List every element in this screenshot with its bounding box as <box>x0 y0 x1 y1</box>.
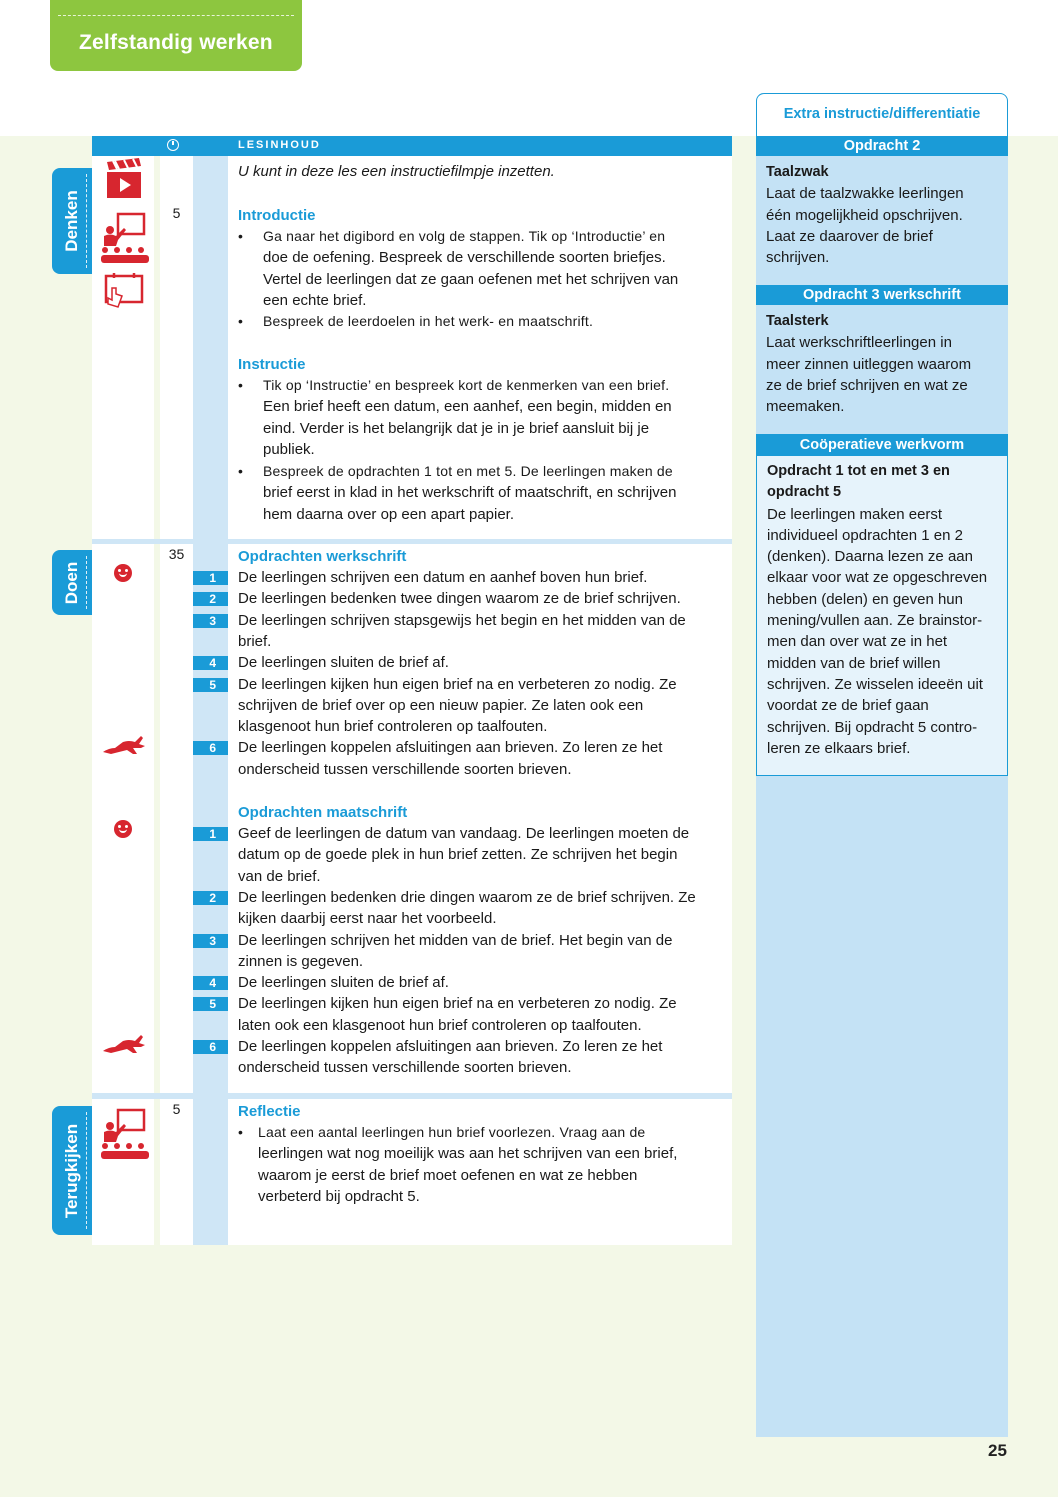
teacher-board-icon <box>100 1108 150 1160</box>
assignment-number: 1 <box>193 571 228 585</box>
assignment-text: De leerlingen sluiten de brief af. <box>238 974 449 992</box>
panel-block-cooperatief: Opdracht 1 tot en met 3 en opdracht 5 De leerlingen maken eerst individueel opdrachten 1 en 2 (denken). Daarna lezen ze aan elkaar voor wat ze opgeschreven hebben (delen) en geven hun mening/vullen aan. Ze brainstor- men dan over wat ze in het midden van de brief willen schrijven. Ze wisselen ideeën uit voordat ze de brief gaan schrijven. Bij opdracht 5 contro- leren ze elkaars brief. <box>767 463 988 757</box>
assignment-number: 4 <box>193 656 228 670</box>
time-doen: 35 <box>168 546 185 562</box>
running-hare-icon <box>101 1033 147 1055</box>
panel-head-opdracht-2: Opdracht 2 <box>756 136 1008 156</box>
digiboard-touch-icon <box>102 272 146 308</box>
time-terugkijken: 5 <box>172 1101 181 1117</box>
assignment-text: De leerlingen koppelen afsluitingen aan brieven. Zo leren ze het onderscheid tussen verschillende soorten brieven. <box>238 739 663 778</box>
maatschrift-heading: Opdrachten maatschrift <box>238 804 408 821</box>
smiley-icon <box>114 564 132 582</box>
assignment-text: De leerlingen kijken hun eigen brief na en verbeteren zo nodig. Ze schrijven de brief over op een nieuw papier. Ze laten ook een klasgenoot hun brief controleren op taalfouten. <box>238 675 677 736</box>
introductie-heading: Introductie <box>238 207 316 224</box>
running-hare-icon <box>101 734 147 756</box>
assignment-number: 3 <box>193 614 228 628</box>
reflectie-bullet: Laat een aantal leerlingen hun brief voorlezen. Vraag aan de leerlingen wat nog moeilijk was aan het schrijven van een brief, waarom je eerst de brief moet oefenen en wat ze hebben verbeterd bij opdracht 5. <box>258 1124 678 1205</box>
assignment-text: De leerlingen schrijven een datum en aanhef boven hun brief. <box>238 569 648 586</box>
column-label: LESINHOUD <box>238 139 321 151</box>
werkschrift-heading: Opdrachten werkschrift <box>238 548 407 565</box>
panel-block-taalzwak: Taalzwak Laat de taalzwakke leerlingen één mogelijkheid opschrijven. Laat ze daarover de brief schrijven. <box>766 164 964 267</box>
section-tab-denken: Denken <box>52 168 92 274</box>
assignment-number: 2 <box>193 891 228 905</box>
icon-column <box>92 544 154 1093</box>
table-header <box>92 136 732 156</box>
chapter-header-tab <box>50 0 302 71</box>
assignment-number: 5 <box>193 997 228 1011</box>
section-divider <box>92 539 732 544</box>
page-background-right <box>1008 136 1058 1497</box>
section-tab-terugkijken: Terugkijken <box>52 1106 92 1235</box>
assignment-number: 1 <box>193 827 228 841</box>
time-column <box>160 1099 193 1245</box>
page-background-bottom <box>756 1437 1008 1497</box>
panel-head-opdracht-3: Opdracht 3 werkschrift <box>756 285 1008 305</box>
assignment-text: De leerlingen schrijven het midden van de brief. Het begin van de zinnen is gegeven. <box>238 931 673 970</box>
assignment-text: De leerlingen schrijven stapsgewijs het begin en het midden van de brief. <box>238 611 686 650</box>
teacher-board-icon <box>100 212 150 264</box>
time-denken: 5 <box>172 205 181 221</box>
section-tab-doen: Doen <box>52 550 92 615</box>
assignment-number: 4 <box>193 976 228 990</box>
intro-note: U kunt in deze les een instructiefilmpje inzetten. <box>238 163 555 180</box>
reflectie-heading: Reflectie <box>238 1103 301 1120</box>
film-clapper-icon <box>105 158 143 200</box>
time-column <box>160 544 193 1093</box>
assignment-number: 6 <box>193 741 228 755</box>
page-number: 25 <box>988 1441 1007 1460</box>
introductie-bullet-1: Ga naar het digibord en volg de stappen. Tik op ‘Introductie’ en doe de oefening. Bespreek de verschillende soorten briefjes. Vertel de leerlingen dat ze gaan oefenen met het schrijven van een echte brief. <box>263 228 679 309</box>
clock-icon <box>167 139 179 151</box>
panel-head-cooperatief: Coöperatieve werkvorm <box>756 434 1008 456</box>
number-column <box>193 156 228 539</box>
assignment-number: 3 <box>193 934 228 948</box>
assignment-text: De leerlingen koppelen afsluitingen aan brieven. Zo leren ze het onderscheid tussen verschillende soorten brieven. <box>238 1038 663 1077</box>
assignment-number: 2 <box>193 592 228 606</box>
assignment-text: De leerlingen sluiten de brief af. <box>238 654 449 672</box>
assignment-text: Geef de leerlingen de datum van vandaag. De leerlingen moeten de datum op de goede plek in hun brief zetten. Ze schrijven het begin van de brief. <box>238 825 690 885</box>
assignment-text: De leerlingen bedenken twee dingen waarom ze de brief schrijven. <box>238 590 681 608</box>
instructie-heading: Instructie <box>238 356 306 373</box>
section-divider <box>92 1093 732 1099</box>
instructie-bullet-2: Bespreek de opdrachten 1 tot en met 5. De leerlingen maken de brief eerst in klad in het werkschrift of maatschrift, en schrijven hem daarna over op een apart papier. <box>263 463 677 523</box>
assignment-text: De leerlingen kijken hun eigen brief na en verbeteren zo nodig. Ze laten ook een klasgenoot hun brief controleren op taalfouten. <box>238 995 677 1034</box>
chapter-title: Zelfstandig werken <box>79 31 273 54</box>
smiley-icon <box>114 820 132 838</box>
assignment-number: 6 <box>193 1040 228 1054</box>
assignment-text: De leerlingen bedenken drie dingen waarom ze de brief schrijven. Ze kijken daarbij eerst naar het voorbeeld. <box>238 888 696 928</box>
instructie-bullet-1: Tik op ‘Instructie’ en bespreek kort de kenmerken van een brief. Een brief heeft een datum, een aanhef, een begin, midden en eind. Verder is het belangrijk dat je in je brief aansluit bij je publiek. <box>263 377 672 458</box>
introductie-bullet-2: Bespreek de leerdoelen in het werk- en maatschrift. <box>263 313 594 329</box>
differentiation-panel-title: Extra instructie/differentiatie <box>756 93 1008 136</box>
panel-block-taalsterk: Taalsterk Laat werkschriftleerlingen in meer zinnen uitleggen waarom ze de brief schrijven en wat ze meemaken. <box>766 313 972 416</box>
assignment-number: 5 <box>193 678 228 692</box>
number-column <box>193 1099 228 1245</box>
